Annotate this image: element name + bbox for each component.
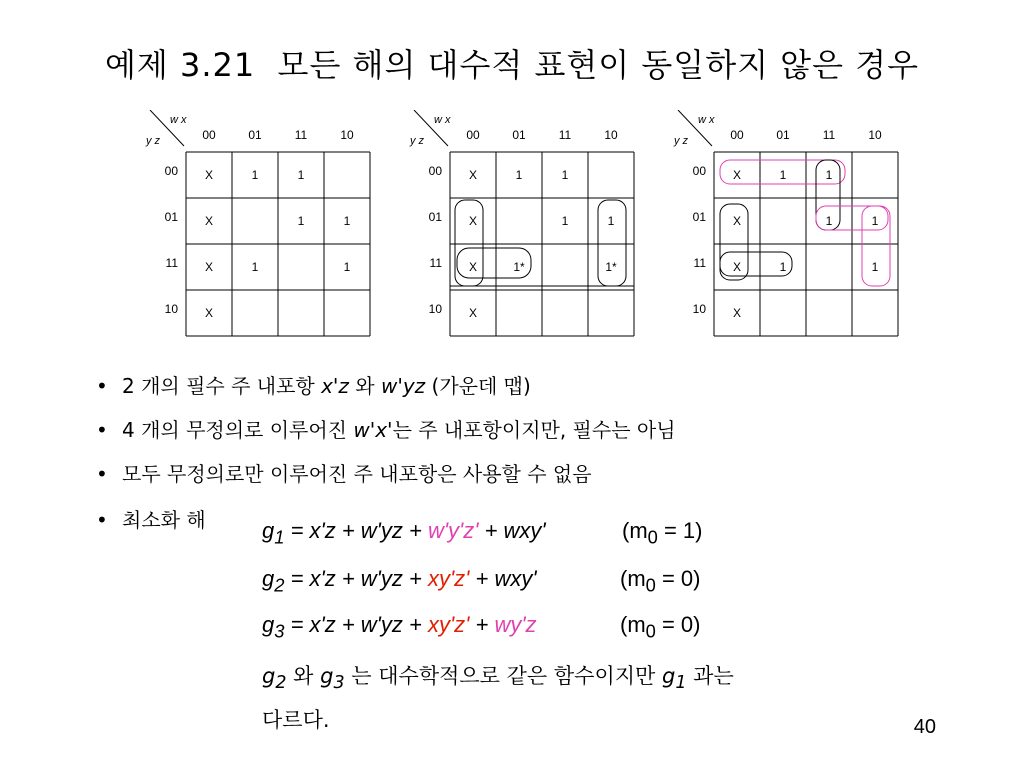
kmap-cell-value: 1	[871, 260, 879, 274]
kmap-cell-value: X	[732, 260, 742, 274]
row-header: 10	[692, 302, 706, 316]
kmap-3-svg	[668, 110, 903, 340]
row-header: 10	[428, 302, 442, 316]
equation-g3: $g_3 = x'z + w'yz + xy'z' + wy'z$ $(m_0 = 0)$	[262, 612, 701, 642]
kmap-cell-value: X	[204, 168, 214, 182]
kmap-cell-value: 1	[297, 168, 305, 182]
kmap-cell-value: X	[468, 214, 478, 228]
row-header: 11	[429, 256, 442, 270]
kmap-cell-value: 1	[343, 214, 351, 228]
row-header: 00	[428, 164, 442, 178]
kmap-corner-left: y z	[674, 135, 689, 147]
row-header: 10	[164, 302, 178, 316]
bullet-dot-icon: •	[96, 462, 108, 486]
kmap-2	[404, 110, 639, 344]
kmap-cell-value: 1	[607, 214, 615, 228]
kmap-corner-top: w x	[170, 114, 187, 126]
col-header: 01	[512, 128, 526, 142]
bullet-item: • 최소화 해	[96, 508, 206, 532]
kmap-cell-value: X	[468, 260, 478, 274]
kmap-3	[668, 110, 903, 344]
kmap-cell-value: 1	[561, 214, 569, 228]
col-header: 11	[822, 128, 836, 142]
kmap-col-headers	[202, 128, 354, 142]
page-number: 40	[913, 716, 936, 738]
conclusion-line-2: 다르다.	[262, 708, 330, 732]
kmap-cell-value: X	[732, 306, 742, 320]
kmap-grid	[450, 152, 634, 336]
col-header: 00	[730, 128, 744, 142]
kmap-cell-value: 1	[251, 168, 259, 182]
kmap-corner-top: w x	[698, 114, 715, 126]
col-header: 01	[248, 128, 262, 142]
col-header: 10	[340, 128, 354, 142]
kmap-grid	[186, 152, 370, 336]
kmap-cell-value: X	[204, 214, 214, 228]
kmap-2-svg	[404, 110, 639, 340]
equation-g1: $g_1 = x'z + w'yz + w'y'z' + wxy'$ $(m_0 = 1)$	[262, 518, 703, 548]
conclusion-line-1: $g_2$ 와 $g_3$ 는 대수학적으로 같은 함수이지만 $g_1$ 과는	[262, 664, 734, 694]
row-header: 11	[165, 256, 178, 270]
col-header: 00	[466, 128, 480, 142]
bullet-item: • 2 개의 필수 주 내포항 x'z 와 w'yz (가운데 맵)	[96, 374, 531, 398]
kmap-cell-value: 1	[779, 260, 787, 274]
kmap-row-headers	[693, 164, 707, 316]
bullet-item: • 4 개의 무정의로 이루어진 w'x'는 주 내포항이지만, 필수는 아님	[96, 418, 676, 442]
kmap-cell-value: 1	[825, 214, 833, 228]
kmap-cell-value: 1	[343, 260, 351, 274]
col-header: 11	[558, 128, 572, 142]
term: w'x'	[353, 418, 393, 442]
kmap-grid	[714, 152, 898, 336]
bullet-item: • 모두 무정의로만 이루어진 주 내포항은 사용할 수 없음	[96, 462, 592, 486]
col-header: 00	[202, 128, 216, 142]
kmap-1-svg	[140, 110, 375, 340]
kmap-cell-value: X	[204, 306, 214, 320]
kmap-row-headers	[165, 164, 179, 316]
kmap-cell-value: X	[732, 168, 742, 182]
row-header: 00	[164, 164, 178, 178]
kmap-cell-value: X	[468, 306, 478, 320]
kmap-loops	[720, 160, 890, 286]
kmap-corner-left: y z	[410, 135, 425, 147]
kmap-col-headers	[730, 128, 882, 142]
kmap-cell-value: 1	[251, 260, 259, 274]
kmap-cell-value: X	[732, 214, 742, 228]
kmap-cell-value: X	[204, 260, 214, 274]
kmap-cell-value: 1	[779, 168, 787, 182]
bullet-dot-icon: •	[96, 508, 108, 532]
kmap-corner-top: w x	[434, 114, 451, 126]
equation-g2: $g_2 = x'z + w'yz + xy'z' + wxy'$ $(m_0 = 0)$	[262, 566, 701, 596]
kmap-1	[140, 110, 375, 344]
row-header: 00	[692, 164, 706, 178]
kmap-corner-left: y z	[146, 135, 161, 147]
row-header: 01	[428, 210, 442, 224]
col-header: 11	[294, 128, 308, 142]
kmap-cell-value: 1	[825, 168, 833, 182]
kmap-cell-value: 1	[871, 214, 879, 228]
bullet-dot-icon: •	[96, 418, 108, 442]
kmap-cell-value: 1	[561, 168, 569, 182]
page-title: 예제 3.21 모든 해의 대수적 표현이 동일하지 않은 경우	[104, 46, 920, 84]
term: x'z	[321, 374, 349, 398]
col-header: 01	[776, 128, 790, 142]
kmap-cell-value: X	[468, 168, 478, 182]
kmap-cell-value: 1*	[605, 260, 617, 274]
row-header: 11	[693, 256, 706, 270]
col-header: 10	[868, 128, 882, 142]
kmap-row-headers	[429, 164, 443, 316]
row-header: 01	[692, 210, 706, 224]
kmap-cell-value: 1	[297, 214, 305, 228]
col-header: 10	[604, 128, 618, 142]
bullet-dot-icon: •	[96, 374, 108, 398]
row-header: 01	[164, 210, 178, 224]
term: w'yz	[380, 374, 426, 398]
kmap-cell-value: 1	[515, 168, 523, 182]
kmap-cell-value: 1*	[513, 260, 525, 274]
kmap-col-headers	[466, 128, 618, 142]
